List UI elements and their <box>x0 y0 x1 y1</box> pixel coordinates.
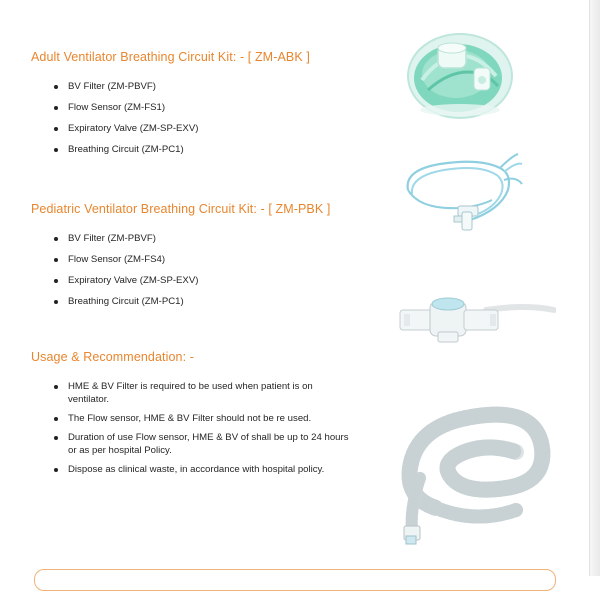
flow-sensor-tubing-image <box>400 150 525 250</box>
pediatric-kit-title: Pediatric Ventilator Breathing Circuit Kit: - [ ZM-PBK ] <box>31 202 331 216</box>
list-item: HME & BV Filter is required to be used when patient is on ventilator. <box>52 380 352 406</box>
list-item: The Flow sensor, HME & BV Filter should not be re used. <box>52 412 352 425</box>
usage-title: Usage & Recommendation: - <box>31 350 194 364</box>
list-item: Expiratory Valve (ZM-SP-EXV) <box>52 122 352 135</box>
page-edge <box>589 0 600 576</box>
list-item: Breathing Circuit (ZM-PC1) <box>52 143 352 156</box>
list-item: Duration of use Flow sensor, HME & BV of shall be up to 24 hours or as per hospital Policy. <box>52 431 352 457</box>
bv-filter-image <box>398 18 528 128</box>
list-item: BV Filter (ZM-PBVF) <box>52 80 352 93</box>
usage-list <box>52 380 352 482</box>
footer-box <box>34 569 556 591</box>
list-item: Flow Sensor (ZM-FS1) <box>52 101 352 114</box>
adult-kit-title: Adult Ventilator Breathing Circuit Kit: - [ ZM-ABK ] <box>31 50 310 64</box>
list-item: Expiratory Valve (ZM-SP-EXV) <box>52 274 352 287</box>
list-item: BV Filter (ZM-PBVF) <box>52 232 352 245</box>
pediatric-kit-list <box>52 232 352 316</box>
list-item: Dispose as clinical waste, in accordance with hospital policy. <box>52 463 352 476</box>
breathing-circuit-image <box>396 398 556 548</box>
list-item: Flow Sensor (ZM-FS4) <box>52 253 352 266</box>
list-item: Breathing Circuit (ZM-PC1) <box>52 295 352 308</box>
expiratory-valve-image <box>396 288 556 348</box>
adult-kit-list <box>52 80 352 164</box>
